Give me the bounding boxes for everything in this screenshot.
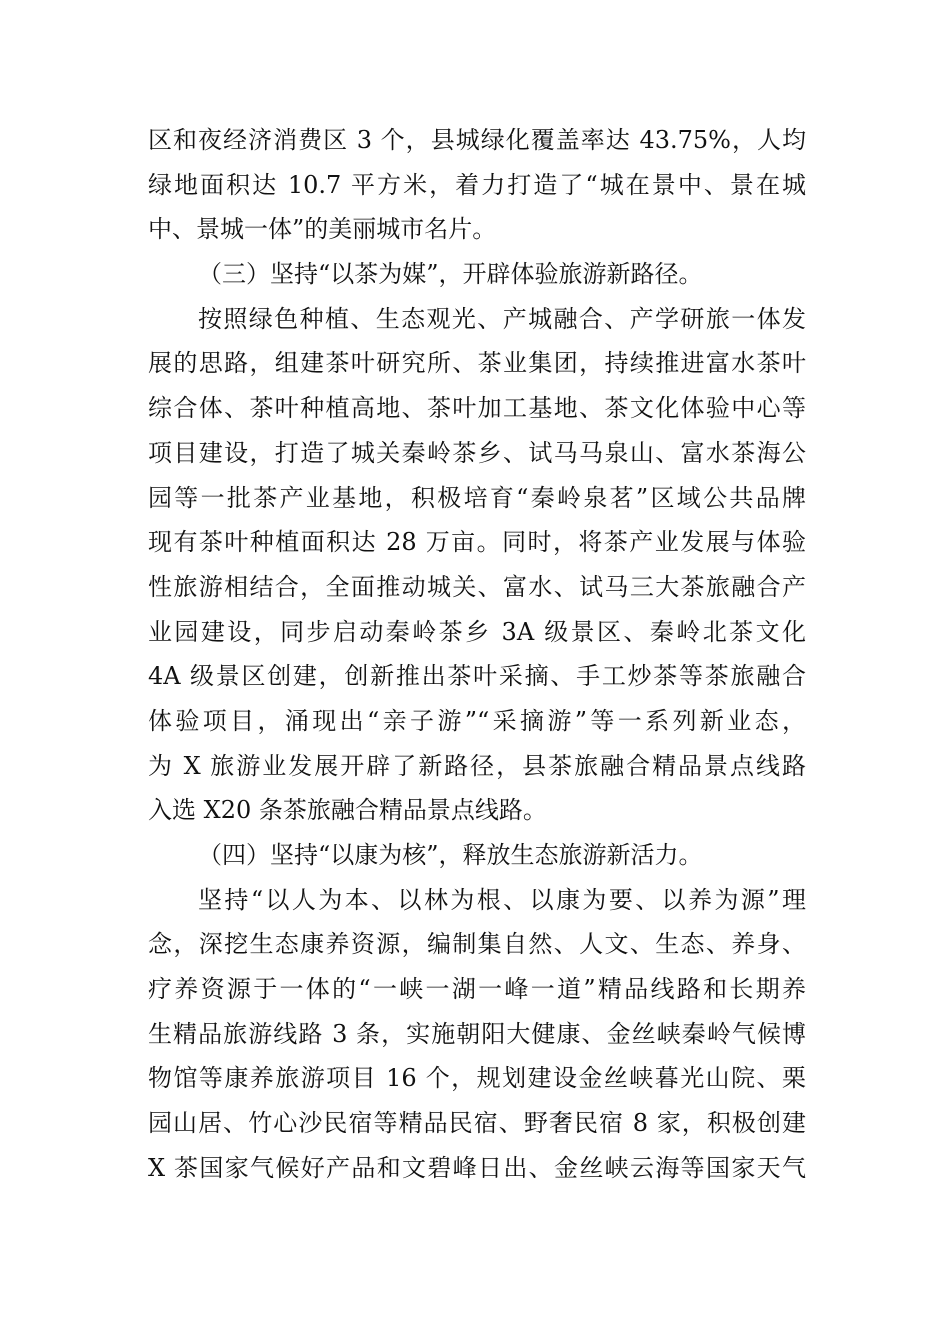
text-line: 综合体、茶叶种植高地、茶叶加工基地、茶文化体验中心等	[148, 394, 806, 423]
text-line: 坚持“以人为本、以林为根、以康为要、以养为源”理	[198, 885, 806, 914]
text-line: 园等一批茶产业基地，积极培育“秦岭泉茗”区域公共品牌	[148, 483, 806, 512]
text-line: 区和夜经济消费区 3 个，县城绿化覆盖率达 43.75%，人均	[148, 126, 806, 154]
text-line: 疗养资源于一体的“一峡一湖一峰一道”精品线路和长期养	[148, 975, 806, 1004]
section-heading	[148, 833, 806, 878]
text-line: 入选 X20 条茶旅融合精品景点线路。	[148, 796, 547, 825]
text-line: （三）坚持“以茶为媒”，开辟体验旅游新路径。	[198, 260, 703, 289]
text-line: 按照绿色种植、生态观光、产城融合、产学研旅一体发	[198, 304, 806, 333]
section-heading	[148, 252, 806, 297]
text-line: 4A 级景区创建，创新推出茶叶采摘、手工炒茶等茶旅融合	[148, 662, 806, 691]
text-line: 中、景城一体”的美丽城市名片。	[148, 215, 497, 244]
text-line: 园山居、竹心沙民宿等精品民宿、野奢民宿 8 家，积极创建	[148, 1109, 806, 1138]
text-line: 物馆等康养旅游项目 16 个，规划建设金丝峡暮光山院、栗	[148, 1064, 806, 1093]
text-line: 项目建设，打造了城关秦岭茶乡、试马马泉山、富水茶海公	[148, 438, 806, 467]
document-page	[148, 118, 806, 1191]
text-line: 业园建设，同步启动秦岭茶乡 3A 级景区、秦岭北茶文化	[148, 617, 806, 646]
text-line: 展的思路，组建茶叶研究所、茶业集团，持续推进富水茶叶	[148, 349, 806, 378]
text-line: （四）坚持“以康为核”，释放生态旅游新活力。	[198, 841, 703, 869]
text-line: 为 X 旅游业发展开辟了新路径，县茶旅融合精品景点线路	[148, 751, 806, 780]
body-paragraph	[148, 297, 806, 833]
body-paragraph	[148, 878, 806, 1191]
text-line: 体验项目，涌现出“亲子游”“采摘游”等一系列新业态，	[148, 706, 806, 735]
text-line: 绿地面积达 10.7 平方米，着力打造了“城在景中、景在城	[148, 170, 806, 199]
text-line: 生精品旅游线路 3 条，实施朝阳大健康、金丝峡秦岭气候博	[148, 1019, 806, 1048]
text-line: X 茶国家气候好产品和文碧峰日出、金丝峡云海等国家天气	[148, 1153, 806, 1182]
text-line: 念，深挖生态康养资源，编制集自然、人文、生态、养身、	[148, 930, 806, 959]
body-paragraph	[148, 118, 806, 252]
text-line: 现有茶叶种植面积达 28 万亩。同时，将茶产业发展与体验	[148, 528, 806, 557]
text-line: 性旅游相结合，全面推动城关、富水、试马三大茶旅融合产	[148, 572, 806, 601]
